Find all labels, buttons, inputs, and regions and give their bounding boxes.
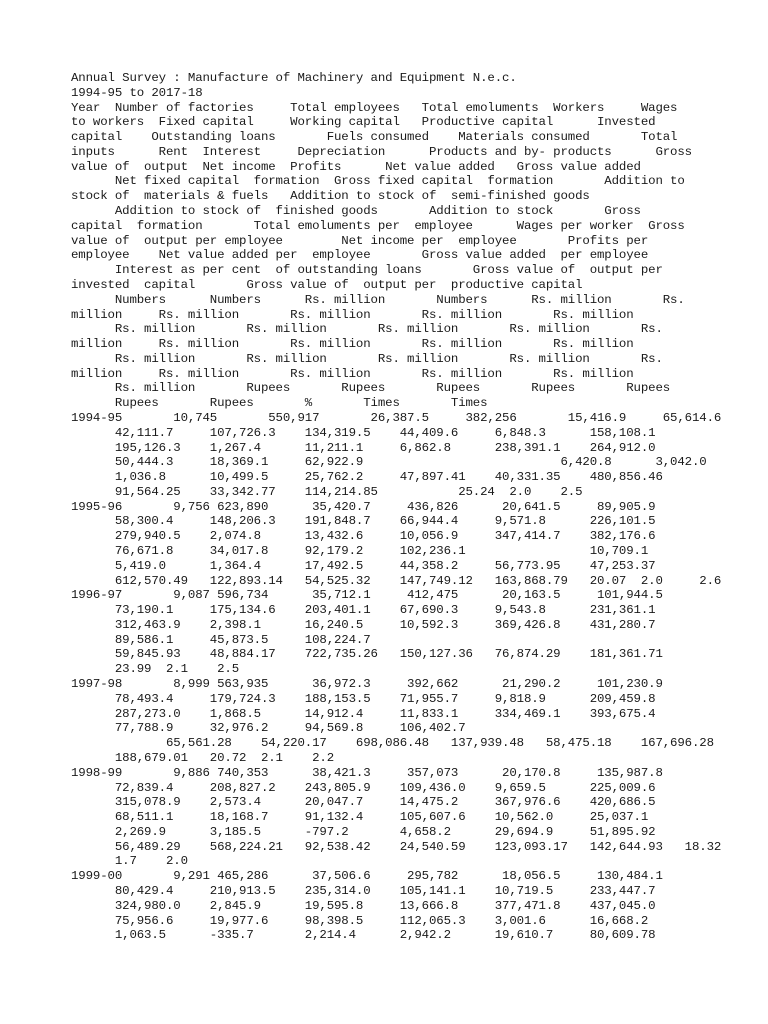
text-line: 65,561.28 54,220.17 698,086.48 137,939.48 58,475.18 167,696.28 [71, 736, 714, 751]
text-line: Rupees Rupees % Times Times [71, 396, 488, 411]
text-line: 73,190.1 175,134.6 203,401.1 67,690.3 9,543.8 231,361.1 [71, 603, 656, 618]
text-line: 72,839.4 208,827.2 243,805.9 109,436.0 9,659.5 225,009.6 [71, 780, 656, 795]
text-line: 68,511.1 18,168.7 91,132.4 105,607.6 10,562.0 25,037.1 [71, 810, 649, 825]
text-line: 612,570.49 122,893.14 54,525.32 147,749.12 163,868.79 20.07 2.0 2.6 [71, 573, 722, 588]
text-line: 1996-97 9,087 596,734 35,712.1 412,475 20,163.5 101,944.5 [71, 588, 663, 603]
text-line: value of output Net income Profits Net value added Gross value added [71, 159, 641, 174]
text-line: 78,493.4 179,724.3 188,153.5 71,955.7 9,818.9 209,459.8 [71, 691, 656, 706]
text-line: 1998-99 9,886 740,353 38,421.3 357,073 20,170.8 135,987.8 [71, 765, 663, 780]
text-line: capital formation Total emoluments per employee Wages per worker Gross [71, 218, 685, 233]
text-line: Numbers Numbers Rs. million Numbers Rs. million Rs. [71, 292, 685, 307]
text-line: Rs. million Rs. million Rs. million Rs. million Rs. [71, 351, 663, 366]
text-line: 1999-00 9,291 465,286 37,506.6 295,782 18,056.5 130,484.1 [71, 869, 663, 884]
text-line: 315,078.9 2,573.4 20,047.7 14,475.2 367,976.6 420,686.5 [71, 795, 656, 810]
text-line: 42,111.7 107,726.3 134,319.5 44,409.6 6,848.3 158,108.1 [71, 425, 656, 440]
text-line: 77,788.9 32,976.2 94,569.8 106,402.7 [71, 721, 466, 736]
text-line: to workers Fixed capital Working capital Productive capital Invested [71, 115, 656, 130]
text-line: 75,956.6 19,977.6 98,398.5 112,065.3 3,001.6 16,668.2 [71, 913, 649, 928]
text-line: Year Number of factories Total employees Total emoluments Workers Wages [71, 100, 678, 115]
text-line: 1.7 2.0 [71, 854, 188, 869]
text-line: 59,845.93 48,884.17 722,735.26 150,127.36 76,874.29 181,361.71 [71, 647, 663, 662]
text-line: employee Net value added per employee Gross value added per employee [71, 248, 649, 263]
text-line: Rs. million Rupees Rupees Rupees Rupees Rupees [71, 381, 671, 396]
text-line: inputs Rent Interest Depreciation Products and by- products Gross [71, 144, 692, 159]
text-line: Rs. million Rs. million Rs. million Rs. million Rs. [71, 322, 663, 337]
text-line: Interest as per cent of outstanding loans Gross value of output per [71, 263, 663, 278]
text-line: 89,586.1 45,873.5 108,224.7 [71, 632, 371, 647]
text-line: 1,036.8 10,499.5 25,762.2 47,897.41 40,331.35 480,856.46 [71, 470, 663, 485]
text-line: 195,126.3 1,267.4 11,211.1 6,862.8 238,391.1 264,912.0 [71, 440, 656, 455]
text-line: Annual Survey : Manufacture of Machinery and Equipment N.e.c. [71, 71, 517, 85]
document-text [71, 71, 722, 943]
text-line: 76,671.8 34,017.8 92,179.2 102,236.1 10,709.1 [71, 544, 649, 558]
text-line: 80,429.4 210,913.5 235,314.0 105,141.1 10,719.5 233,447.7 [71, 883, 656, 898]
text-line: value of output per employee Net income per employee Profits per [71, 233, 649, 248]
text-line: capital Outstanding loans Fuels consumed Materials consumed Total [71, 130, 678, 145]
text-line: 324,980.0 2,845.9 19,595.8 13,666.8 377,471.8 437,045.0 [71, 898, 656, 913]
text-line: 1995-96 9,756 623,890 35,420.7 436,826 20,641.5 89,905.9 [71, 499, 656, 514]
text-line: 2,269.9 3,185.5 -797.2 4,658.2 29,694.9 51,895.92 [71, 824, 656, 839]
text-line: 50,444.3 18,369.1 62,922.9 6,420.8 3,042.0 [71, 455, 707, 470]
text-line: 188,679.01 20.72 2.1 2.2 [71, 750, 335, 765]
text-line: 56,489.29 568,224.21 92,538.42 24,540.59 123,093.17 142,644.93 18.32 [71, 839, 722, 854]
text-line: invested capital Gross value of output per productive capital [71, 277, 583, 292]
text-line: 1994-95 10,745 550,917 26,387.5 382,256 15,416.9 65,614.6 [71, 410, 722, 425]
text-line: 58,300.4 148,206.3 191,848.7 66,944.4 9,571.8 226,101.5 [71, 514, 656, 529]
text-line: 1,063.5 -335.7 2,214.4 2,942.2 19,610.7 80,609.78 [71, 928, 656, 943]
text-line: Addition to stock of finished goods Addition to stock Gross [71, 204, 641, 219]
text-line: Net fixed capital formation Gross fixed capital formation Addition to [71, 174, 685, 189]
text-line: 1997-98 8,999 563,935 36,972.3 392,662 21,290.2 101,230.9 [71, 677, 663, 692]
text-line: 5,419.0 1,364.4 17,492.5 44,358.2 56,773.95 47,253.37 [71, 558, 656, 573]
text-line: million Rs. million Rs. million Rs. million Rs. million [71, 337, 634, 352]
text-line: 287,273.0 1,868.5 14,912.4 11,833.1 334,469.1 393,675.4 [71, 706, 656, 721]
text-line: million Rs. million Rs. million Rs. million Rs. million [71, 307, 634, 322]
text-line: 1994-95 to 2017-18 [71, 85, 203, 100]
text-line: 279,940.5 2,074.8 13,432.6 10,056.9 347,414.7 382,176.6 [71, 529, 656, 544]
text-line: million Rs. million Rs. million Rs. million Rs. million [71, 366, 634, 381]
text-line: stock of materials & fuels Addition to stock of semi-finished goods [71, 189, 590, 204]
text-line: 91,564.25 33,342.77 114,214.85 25.24 2.0 2.5 [71, 484, 583, 499]
text-line: 23.99 2.1 2.5 [71, 662, 240, 677]
text-line: 312,463.9 2,398.1 16,240.5 10,592.3 369,426.8 431,280.7 [71, 617, 656, 632]
